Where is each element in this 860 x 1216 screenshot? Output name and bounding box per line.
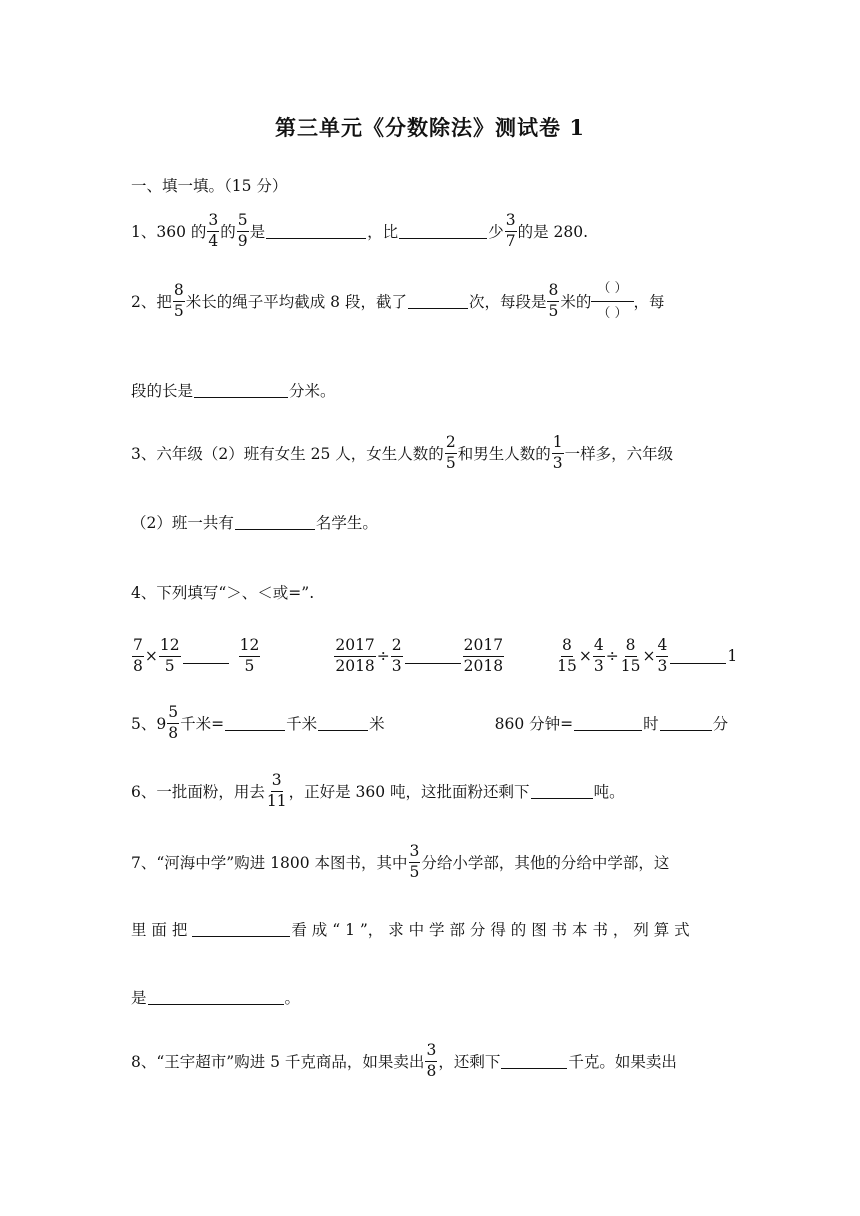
q6-text-c: 吨。 (593, 783, 625, 802)
question-7-continued (131, 918, 690, 940)
q2-text-b: 米长的绳子平均截成 8 段，截了 (185, 293, 407, 312)
fraction (656, 637, 668, 676)
numerator: 3 (207, 212, 219, 232)
fraction (391, 637, 403, 676)
question-7-continued-2 (131, 986, 300, 1008)
question-7 (131, 843, 669, 882)
answer-blank[interactable] (408, 294, 468, 309)
numerator: 1 (552, 434, 564, 454)
denominator: 5 (548, 301, 559, 320)
q1-text-a: 1、360 的 (131, 223, 207, 242)
fraction (445, 434, 457, 473)
answer-blank[interactable] (660, 716, 712, 731)
q2-text-line2a: 段的长是 (131, 382, 194, 400)
q2-text-e: ，每 (633, 293, 665, 312)
question-3 (131, 434, 673, 473)
question-4-expressions (131, 637, 737, 676)
q2-text-c: 次，每段是 (468, 293, 547, 312)
denominator: 3 (391, 656, 402, 675)
denominator: 3 (593, 656, 604, 675)
denominator: 2018 (463, 656, 504, 675)
q2-text-d: 米的 (560, 293, 592, 312)
q5-text-f: 时 (643, 715, 659, 734)
numerator: 8 (547, 282, 559, 302)
numerator: 12 (159, 637, 181, 657)
answer-blank[interactable] (318, 716, 368, 731)
denominator: 8 (426, 1061, 437, 1080)
denominator: 5 (164, 656, 175, 675)
denominator: 5 (173, 301, 184, 320)
numerator: 2 (391, 637, 403, 657)
numerator: 7 (132, 637, 144, 657)
denominator: 2018 (335, 656, 375, 675)
q1-text-c: 是 (249, 223, 266, 242)
answer-blank[interactable] (501, 1054, 567, 1069)
numerator-blank[interactable]: （ ） (591, 281, 633, 302)
denominator: 5 (445, 453, 456, 472)
q7-text-line2b: 看 成 “ 1 ”， 求 中 学 部 分 得 的 图 书 本 书 ， 列 算 式 (291, 921, 690, 939)
q6-text-a: 6、一批面粉，用去 (131, 783, 265, 802)
answer-blank[interactable] (192, 922, 290, 937)
question-4 (131, 581, 314, 603)
fraction (552, 434, 564, 473)
answer-blank[interactable] (235, 515, 315, 530)
fraction (266, 772, 288, 811)
q4-text: 4、下列填写“＞、＜或=”. (131, 584, 315, 602)
q7-text-line3b: 。 (284, 989, 301, 1007)
numerator: 5 (237, 212, 249, 232)
q3-text-line2b: 名学生。 (315, 514, 378, 532)
operator: × (642, 647, 656, 666)
numerator: 2 (445, 434, 457, 454)
compare-blank[interactable] (670, 649, 726, 664)
answer-blank[interactable] (531, 784, 593, 799)
fraction (547, 282, 559, 321)
operator: ÷ (605, 647, 619, 666)
numerator: 8 (173, 282, 185, 302)
answer-blank[interactable] (148, 990, 284, 1005)
numerator: 3 (425, 1042, 437, 1062)
numerator: 4 (593, 637, 605, 657)
denominator: 15 (557, 656, 577, 675)
q7-text-a: 7、“河海中学”购进 1800 本图书，其中 (131, 854, 408, 873)
q3-text-a: 3、六年级（2）班有女生 25 人，女生人数的 (131, 445, 444, 464)
question-3-continued (131, 511, 378, 533)
operator: × (578, 647, 592, 666)
fraction (173, 282, 185, 321)
denominator: 8 (133, 656, 143, 675)
q2-text-a: 2、把 (131, 293, 172, 312)
fraction (425, 1042, 437, 1081)
q3-text-line2a: （2）班一共有 (131, 514, 234, 532)
question-5 (131, 704, 731, 743)
fraction (239, 637, 261, 676)
question-2-continued (131, 379, 336, 401)
q5-text-b: 千米= (180, 715, 225, 734)
compare-blank[interactable] (183, 649, 229, 664)
fraction (167, 704, 179, 743)
question-2 (131, 281, 731, 321)
q5-text-g: 分 (712, 715, 729, 734)
answer-blank[interactable] (266, 224, 366, 239)
denominator: 5 (244, 656, 255, 675)
fraction (409, 843, 421, 882)
q5-text-a: 5、9 (131, 715, 167, 734)
fraction (620, 637, 642, 676)
q8-text-b: ，还剩下 (438, 1053, 501, 1072)
numerator: 12 (239, 637, 261, 657)
q1-text-b: 的 (220, 223, 236, 242)
q7-text-line2a: 里 面 把 (131, 921, 188, 939)
denominator: 5 (409, 862, 420, 881)
fraction (556, 637, 578, 676)
answer-blank[interactable] (399, 224, 487, 239)
fraction (159, 637, 181, 676)
q5-text-e: 860 分钟= (494, 715, 574, 734)
q1-text-e: 少 (488, 223, 504, 242)
page-title: 第三单元《分数除法》测试卷 1 (275, 115, 585, 140)
section-heading-text: 一、填一填。（15 分） (131, 177, 288, 195)
q6-text-b: ，正好是 360 吨，这批面粉还剩下 (288, 783, 530, 802)
denominator: 4 (208, 231, 219, 250)
q7-text-b: 分给小学部，其他的分给中学部，这 (421, 854, 670, 873)
q2-text-line2b: 分米。 (289, 382, 336, 400)
denominator: 15 (620, 656, 641, 675)
q1-text-f: 的是 280. (517, 223, 589, 242)
section-heading (131, 174, 287, 196)
fraction (334, 637, 375, 676)
denominator: 8 (168, 723, 179, 742)
numerator: 8 (625, 637, 637, 657)
fraction (505, 212, 517, 251)
q8-text-c: 千克。如果卖出 (568, 1053, 677, 1072)
operator: × (144, 647, 158, 666)
fraction (237, 212, 249, 251)
fraction (207, 212, 219, 251)
question-1 (131, 212, 588, 251)
q8-text-a: 8、“王宇超市”购进 5 千克商品，如果卖出 (131, 1053, 425, 1072)
operator: ÷ (376, 647, 390, 666)
numerator: 5 (167, 704, 179, 724)
question-6 (131, 772, 625, 811)
q5-text-c: 千米 (286, 715, 318, 734)
answer-blank[interactable] (225, 716, 285, 731)
denominator: 7 (505, 231, 516, 250)
denominator: 3 (657, 656, 668, 675)
fraction (593, 637, 605, 676)
fraction-answer-blank[interactable] (591, 281, 633, 321)
q3-text-c: 一样多，六年级 (564, 445, 674, 464)
question-8 (131, 1042, 677, 1081)
denominator: 9 (237, 231, 248, 250)
denominator-blank[interactable]: （ ） (597, 305, 628, 321)
numerator: 3 (271, 772, 283, 792)
compare-blank[interactable] (405, 649, 461, 664)
numerator: 2017 (463, 637, 504, 657)
numerator: 8 (561, 637, 573, 657)
q1-text-d: ，比 (367, 223, 399, 242)
numerator: 3 (505, 212, 517, 232)
fraction (132, 637, 144, 676)
q5-text-d: 米 (369, 715, 385, 734)
answer-blank[interactable] (574, 716, 642, 731)
denominator: 11 (266, 791, 287, 810)
numerator: 3 (409, 843, 421, 863)
denominator: 3 (552, 453, 563, 472)
q3-text-b: 和男生人数的 (457, 445, 551, 464)
answer-blank[interactable] (194, 383, 288, 398)
q7-text-line3a: 是 (131, 989, 147, 1007)
numerator: 4 (656, 637, 668, 657)
fraction (463, 637, 504, 676)
numerator: 2017 (334, 637, 375, 657)
rhs-value: 1 (727, 647, 738, 666)
